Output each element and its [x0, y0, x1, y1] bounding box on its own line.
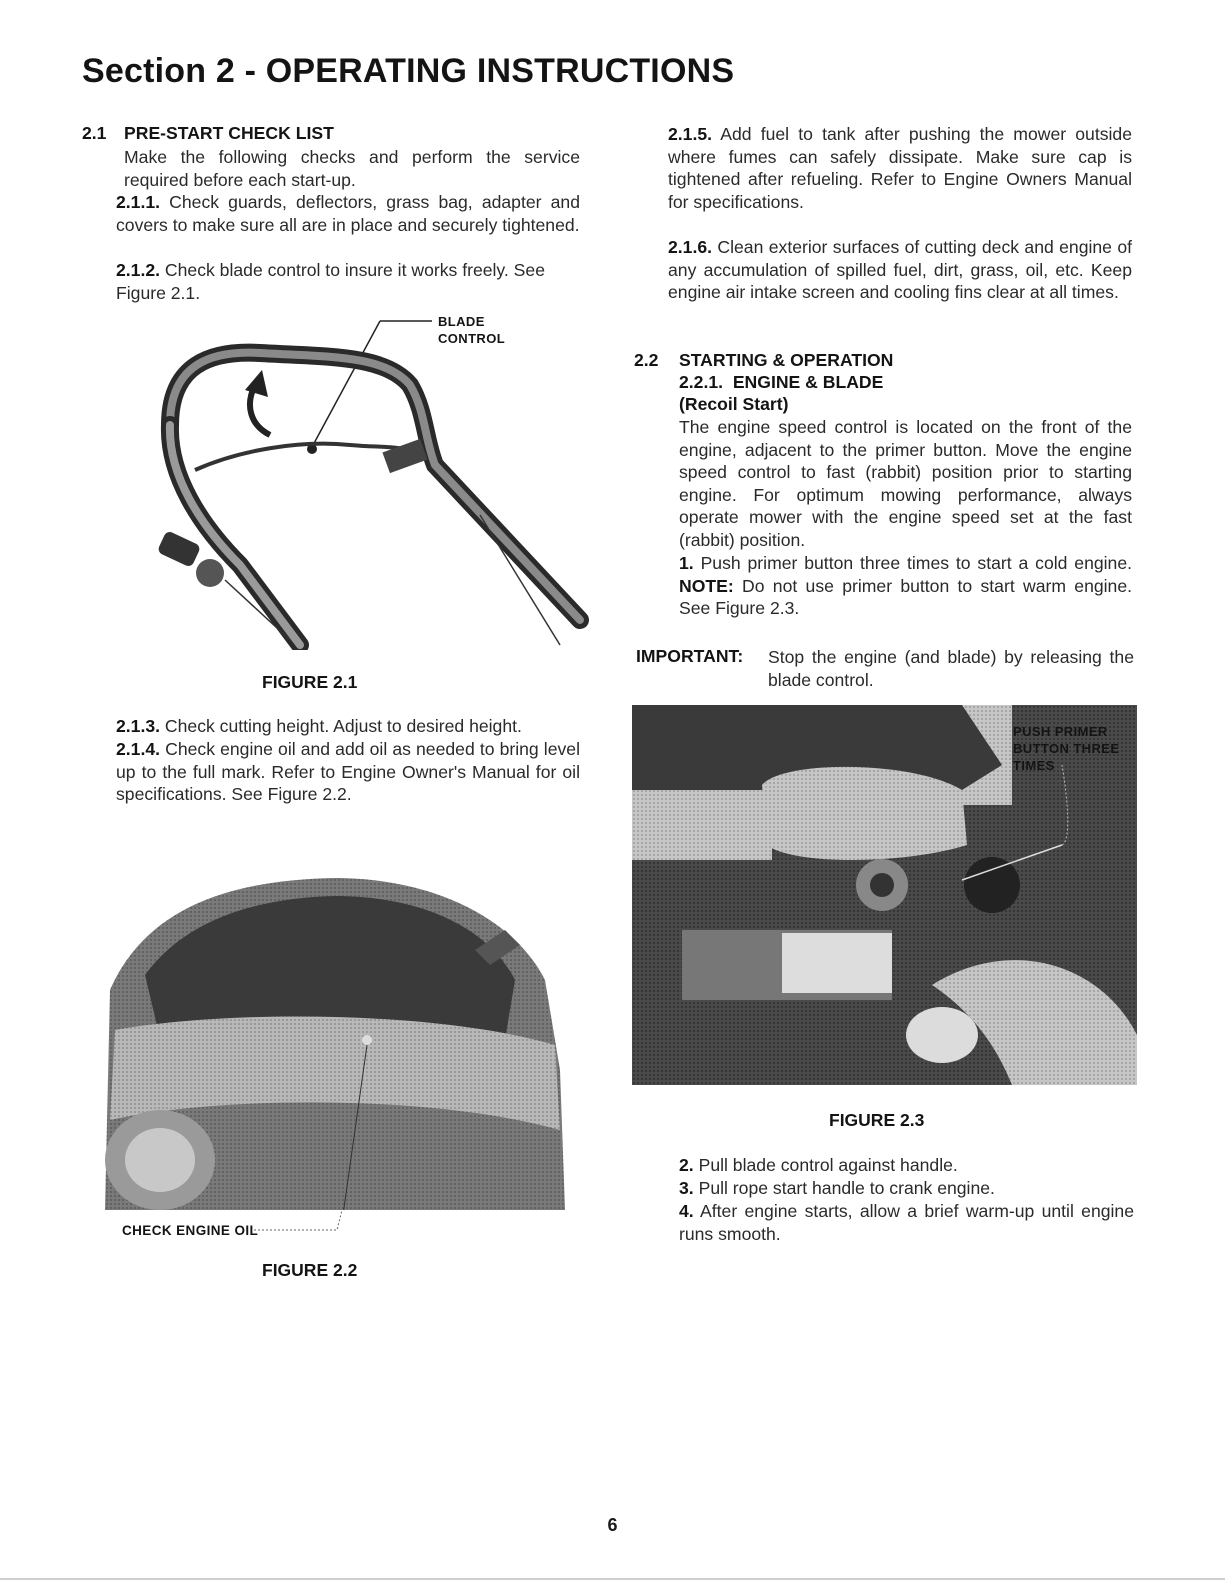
item-label: 2.1.1.	[116, 192, 161, 212]
item-text: Check engine oil and add oil as needed to bring level up to the full mark. Refer to Engine Owner's Manual for oil specifications. See Figure 2.2.	[116, 739, 580, 805]
item-label: 2.1.2.	[116, 260, 161, 280]
important-body: Stop the engine (and blade) by releasing the blade control.	[768, 647, 1134, 690]
important-label: IMPORTANT:	[636, 646, 744, 666]
figure-2-2-caption: FIGURE 2.2	[262, 1260, 358, 1280]
item-2-1-4	[116, 738, 580, 806]
subsection-label: 2.2.1.	[679, 372, 724, 392]
item-2-1-2	[116, 259, 580, 304]
subsection-title: ENGINE & BLADE	[732, 372, 884, 392]
item-2-1-3	[116, 715, 586, 738]
section-2-2-number: 2.2	[634, 350, 659, 370]
callout-line: TIMES	[1013, 758, 1055, 773]
step-text: Do not use primer button to start warm engine. See Figure 2.3.	[679, 575, 1133, 619]
step-label: 2.	[679, 1155, 694, 1175]
intro-text: Make the following checks and perform the service required before each start-up.	[124, 147, 580, 190]
item-text: Check guards, deflectors, grass bag, adapter and covers to make sure all are in place and securely tightened.	[116, 192, 580, 235]
figure-2-2-engine-photo	[105, 870, 565, 1210]
subsection-2-2-1-heading	[679, 372, 883, 393]
callout-line: CONTROL	[438, 331, 506, 346]
note-label: NOTE:	[679, 575, 734, 596]
section-2-2-heading: STARTING & OPERATION	[679, 350, 894, 370]
callout-line: BLADE	[438, 314, 485, 329]
section-2-1-intro	[124, 146, 580, 191]
page-number: 6	[607, 1515, 618, 1535]
figure-2-2-leader	[252, 1208, 347, 1238]
callout-line: BUTTON THREE	[1013, 741, 1120, 756]
figure-2-3-caption: FIGURE 2.3	[829, 1110, 925, 1130]
step-4	[679, 1200, 1134, 1245]
paragraph-text: The engine speed control is located on the front of the engine, adjacent to the primer button. Move the engine speed control to fast (rabbit) position prior to starting engine. For optimum mowing performance, always operate mower with the engine speed set at the fast (rabbit) position.	[679, 417, 1132, 550]
bottom-rule	[0, 1578, 1225, 1580]
subsection-note: (Recoil Start)	[679, 394, 789, 414]
callout-line: PUSH PRIMER	[1013, 724, 1108, 739]
step-3	[679, 1177, 1134, 1200]
item-text: Clean exterior surfaces of cutting deck and engine of any accumulation of spilled fuel, dirt, grass, oil, etc. Keep engine air intake screen and cooling fins clear at all times.	[668, 237, 1133, 303]
item-label: 2.1.6.	[668, 237, 713, 257]
step-label: 1.	[679, 553, 694, 573]
page-title: Section 2 - OPERATING INSTRUCTIONS	[82, 52, 735, 90]
step-1	[679, 552, 1132, 620]
figure-2-3-callout	[1013, 723, 1119, 774]
section-2-1-heading: PRE-START CHECK LIST	[124, 123, 334, 143]
step-text: Pull rope start handle to crank engine.	[698, 1178, 995, 1198]
item-2-1-6	[668, 236, 1132, 304]
item-label: 2.1.4.	[116, 739, 161, 759]
figure-2-2-callout: CHECK ENGINE OIL	[122, 1223, 259, 1238]
step-text: After engine starts, allow a brief warm-up until engine runs smooth.	[679, 1201, 1135, 1244]
step-2	[679, 1154, 1134, 1177]
step-text: Pull blade control against handle.	[698, 1155, 958, 1175]
item-text: Check blade control to insure it works freely. See Figure 2.1.	[116, 260, 545, 303]
figure-2-1-handle-illustration	[150, 315, 590, 650]
item-2-1-1	[116, 191, 580, 236]
step-label: 4.	[679, 1201, 694, 1221]
figure-2-1-caption: FIGURE 2.1	[262, 672, 358, 692]
step-label: 3.	[679, 1178, 694, 1198]
item-text: Check cutting height. Adjust to desired height.	[164, 716, 522, 736]
item-label: 2.1.5.	[668, 124, 713, 144]
step-text: Push primer button three times to start a cold engine.	[700, 553, 1133, 573]
item-label: 2.1.3.	[116, 716, 161, 736]
important-text	[768, 646, 1134, 691]
section-2-1-number: 2.1	[82, 123, 107, 143]
item-2-1-5	[668, 123, 1132, 213]
item-text: Add fuel to tank after pushing the mower outside where fumes can safely dissipate. Make sure cap is tightened after refueling. Refer to Engine Owners Manual for specifications.	[668, 124, 1132, 212]
engine-speed-paragraph	[679, 416, 1132, 552]
